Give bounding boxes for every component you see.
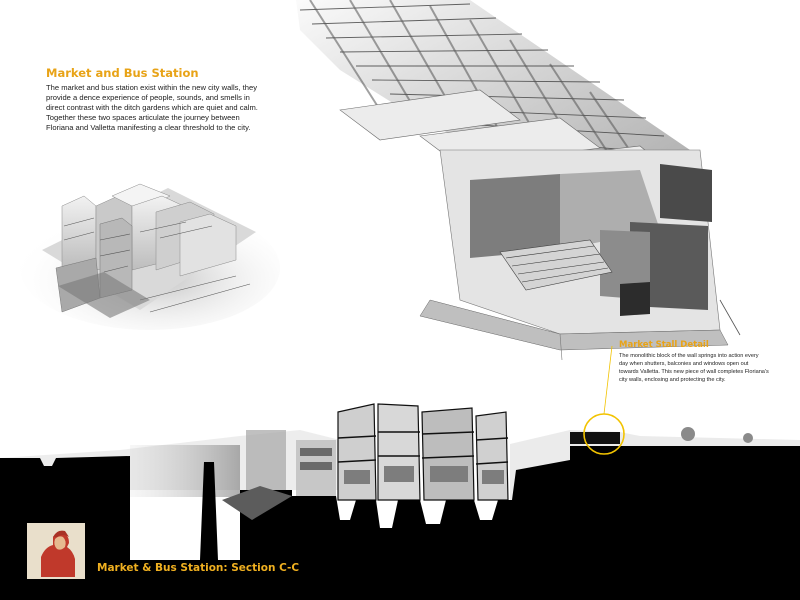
intro-text: The market and bus station exist within the new city walls, they provide a dence experience of people, sounds, and smells in direct contrast with the ditch gardens which are quiet and calm. Together these two spaces articulate the journey between Floriana and Valletta manifesting a clear threshold to the city. xyxy=(46,83,258,133)
stall-detail-text: The monolithic block of the wall springs into action every day when shutters, balconies and windows open out towards Valletta. This new piece of wall completes Floriana's city walls, enclosing and protecting the city. xyxy=(619,353,769,384)
massing-model xyxy=(20,184,280,330)
exploded-axonometric xyxy=(296,0,740,360)
section-title: Market & Bus Station: Section C-C xyxy=(97,562,300,574)
stall-detail-title: Market Stall Detail xyxy=(619,340,709,350)
intro-title: Market and Bus Station xyxy=(46,66,199,80)
portrait-image xyxy=(27,523,85,579)
